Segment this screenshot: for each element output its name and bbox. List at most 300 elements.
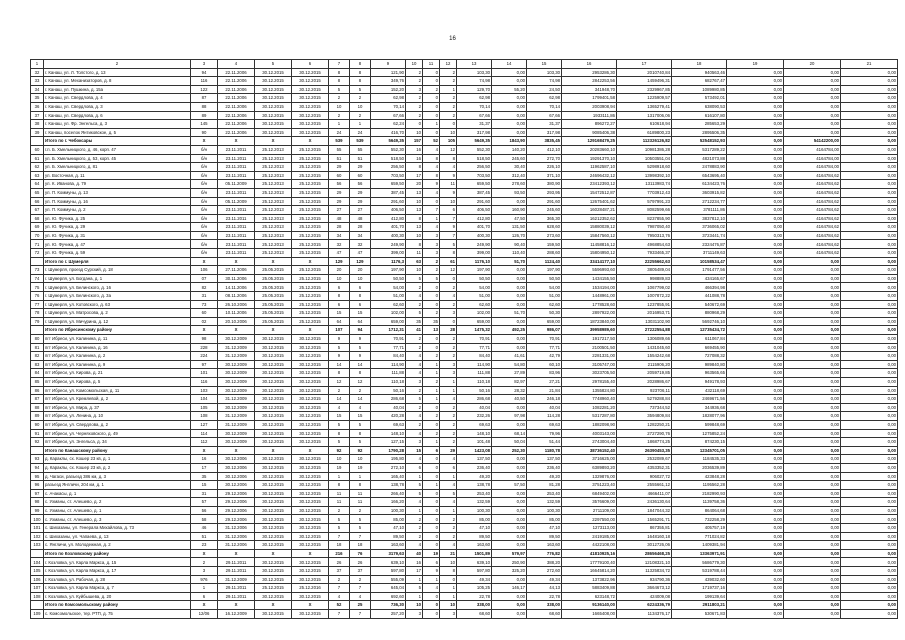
table-cell: 4 [350, 592, 371, 601]
table-cell: 2 [423, 266, 440, 275]
table-cell: 0,00 [727, 584, 784, 593]
table-cell: г. Шумерля, ул. Белинского, д. 3а [44, 292, 191, 301]
table-row [31, 567, 898, 576]
table-cell: 30.12.2015 [292, 77, 329, 86]
table-cell: 62 [31, 163, 44, 172]
table-cell: г. Шумерля, ул. Белинского, д. 16 [44, 283, 191, 292]
table-cell: 8 [423, 154, 440, 163]
table-cell: 253,40 [457, 489, 492, 498]
table-cell: 15 [406, 446, 423, 455]
table-cell: 54,00 [527, 283, 562, 292]
table-cell: 34 [350, 231, 371, 240]
table-cell: 85,00 [371, 515, 406, 524]
table-cell: 1882098,90 [562, 420, 617, 429]
table-cell: 6 [423, 446, 440, 455]
subtotal-row [31, 326, 898, 335]
table-cell: 0,00 [727, 463, 784, 472]
table-cell: 112 [191, 438, 218, 447]
table-cell: 7 [350, 532, 371, 541]
table-cell: ул. Восточная, д. 11 [44, 171, 191, 180]
table-cell: 102 [31, 532, 44, 541]
column-number-cell: 12 [440, 60, 457, 69]
table-cell: 0,00 [727, 541, 784, 550]
table-row [31, 102, 898, 111]
table-cell: 0,00 [841, 429, 898, 438]
table-cell: г. Канаш, ул. Пушкина, д. 15а [44, 85, 191, 94]
table-cell: 659,00 [527, 317, 562, 326]
table-cell: 0,00 [784, 549, 841, 558]
column-number-cell: 18 [672, 60, 727, 69]
table-cell: 28 [440, 326, 457, 335]
table-cell: 249,90 [371, 240, 406, 249]
table-cell: 9 [440, 188, 457, 197]
table-cell: г. Шумерля, ул. Мичурина, д. 12 [44, 317, 191, 326]
table-cell: 597,80 [371, 567, 406, 576]
table-cell: пгт Ибреси, ул. Кирова, д. 5 [44, 377, 191, 386]
table-cell: 30.12.2015 [255, 558, 292, 567]
table-cell: 0,00 [841, 300, 898, 309]
table-cell: 30.12.2015 [255, 335, 292, 344]
table-cell: 1778528,60 [562, 300, 617, 309]
table-cell: 122 [191, 85, 218, 94]
table-cell: 31 [191, 489, 218, 498]
table-cell: 0,00 [727, 403, 784, 412]
table-cell: г. Канаш, ул. Свердлова, д. 3 [44, 102, 191, 111]
table-cell: 1554242,68 [617, 352, 672, 361]
table-cell: 4 [423, 188, 440, 197]
table-cell: б/н [191, 231, 218, 240]
table-cell: 30.12.2015 [292, 558, 329, 567]
table-cell: 0,00 [492, 592, 527, 601]
table-cell: ул. Б. Хмельницкого, д. 81 [44, 163, 191, 172]
table-cell: 20 [329, 266, 350, 275]
table-cell: 1180,78 [527, 446, 562, 455]
table-cell: 0,00 [727, 377, 784, 386]
table-cell: 56 [191, 506, 218, 515]
table-cell: 86 [31, 386, 44, 395]
table-cell: 19 [423, 549, 440, 558]
table-cell: 116 [191, 377, 218, 386]
table-cell: 0,00 [841, 377, 898, 386]
table-cell: 51,00 [527, 292, 562, 301]
table-cell: 12 [350, 377, 371, 386]
table-cell: 60 [31, 145, 44, 154]
table-cell: 0,00 [727, 102, 784, 111]
table-cell: 79,96 [527, 429, 562, 438]
table-cell: 4422108,00 [562, 541, 617, 550]
table-cell: 67,66 [371, 111, 406, 120]
table-cell: 0,00 [727, 472, 784, 481]
table-cell: 152,20 [371, 85, 406, 94]
table-cell: 5 [350, 85, 371, 94]
table-cell: 0,00 [784, 592, 841, 601]
table-row [31, 489, 898, 498]
table-row [31, 412, 898, 421]
table-cell: 160,90 [492, 206, 527, 215]
table-cell: 963565,65 [672, 369, 727, 378]
table-cell: 10.11.2006 [218, 309, 255, 318]
table-cell: пгт Ибреси, ул. Калинина, д. 16 [44, 343, 191, 352]
table-cell: 3594809,84 [617, 412, 672, 421]
table-cell: 0,00 [727, 438, 784, 447]
table-cell: 2 [406, 524, 423, 533]
table-cell: 2 [440, 429, 457, 438]
table-cell: 0,00 [841, 94, 898, 103]
table-cell: 986,07 [527, 326, 562, 335]
table-cell: 76 [31, 292, 44, 301]
table-cell: 573492,01 [672, 94, 727, 103]
table-cell: 99 [31, 506, 44, 515]
table-cell: 30.12.2015 [292, 455, 329, 464]
table-cell: 29 [329, 188, 350, 197]
table-cell: 31 [191, 292, 218, 301]
table-cell: 2 [329, 575, 350, 584]
table-cell: 30.12.2015 [292, 592, 329, 601]
table-cell: 0,00 [841, 188, 898, 197]
table-cell: 100,30 [527, 506, 562, 515]
table-cell: 110,18 [457, 377, 492, 386]
table-cell: 0,00 [727, 386, 784, 395]
table-cell: 1355824,80 [562, 386, 617, 395]
table-cell: 0 [423, 601, 440, 610]
table-row [31, 584, 898, 593]
table-cell: 69,63 [371, 420, 406, 429]
table-row [31, 610, 898, 619]
table-cell: 91 [31, 429, 44, 438]
table-cell: 1459496,31 [617, 77, 672, 86]
table-cell: 31.12.2006 [218, 532, 255, 541]
table-cell: 30.12.2015 [255, 120, 292, 129]
table-cell: 16 [191, 455, 218, 464]
table-cell: 30.12.2015 [292, 506, 329, 515]
table-cell: 0 [440, 575, 457, 584]
table-cell: 30.12.2015 [292, 498, 329, 507]
table-cell: 639,10 [371, 558, 406, 567]
table-cell: 4164784,62 [784, 214, 841, 223]
table-cell: 30.12.2015 [292, 395, 329, 404]
table-cell: б/н [191, 171, 218, 180]
table-cell: 35 [423, 317, 440, 326]
table-cell: 6 [440, 206, 457, 215]
table-cell: 0,00 [727, 180, 784, 189]
table-cell: 77,71 [371, 343, 406, 352]
table-cell: 25.12.2015 [292, 240, 329, 249]
table-cell: 412,80 [457, 214, 492, 223]
table-cell: 0,00 [727, 128, 784, 137]
table-cell: 30.12.2015 [255, 498, 292, 507]
table-cell: 146,17 [492, 584, 527, 593]
table-cell: 19 [329, 463, 350, 472]
table-cell: с. Янгличи, ул. Молодежная, д. 2 [44, 541, 191, 550]
table-cell: 0,00 [784, 257, 841, 266]
table-cell: 102,00 [457, 309, 492, 318]
table-cell: пгт Ибреси, ул. Комсомольская, д. 11 [44, 386, 191, 395]
table-cell: 0,00 [727, 68, 784, 77]
table-cell: 50,50 [371, 274, 406, 283]
table-cell: 4 [423, 223, 440, 232]
table-cell: 293,95 [527, 188, 562, 197]
table-cell: 50,16 [371, 386, 406, 395]
table-cell: 278,60 [492, 180, 527, 189]
table-cell: 0,00 [784, 429, 841, 438]
table-cell: 2036539,89 [672, 463, 727, 472]
table-cell: 0 [423, 77, 440, 86]
table-cell: 8 [329, 68, 350, 77]
table-cell: 9136140,00 [562, 601, 617, 610]
table-cell: 30.12.2015 [292, 541, 329, 550]
table-cell: 245,60 [492, 154, 527, 163]
table-cell: 30.12.2015 [292, 94, 329, 103]
table-cell: 291,60 [371, 197, 406, 206]
table-cell: X [218, 446, 255, 455]
table-cell: 6 [406, 463, 423, 472]
table-cell: 5649,35 [457, 137, 492, 146]
table-cell: г. Козловка, ул. Карла Маркса, д. 7 [44, 584, 191, 593]
table-cell: 2978155,40 [562, 377, 617, 386]
table-cell: 2 [423, 352, 440, 361]
table-cell: 0,00 [841, 231, 898, 240]
table-cell: 70,91 [527, 335, 562, 344]
table-cell: 20 [350, 266, 371, 275]
column-number-row [31, 60, 898, 69]
table-cell: 9 [440, 171, 457, 180]
table-cell: 42,79 [527, 352, 562, 361]
table-cell: 6 [440, 463, 457, 472]
table-cell: 73 [31, 266, 44, 275]
table-cell: 0,00 [784, 515, 841, 524]
table-cell: 30.12.2015 [255, 420, 292, 429]
table-cell: 0,00 [841, 601, 898, 610]
table-cell: 3 [440, 309, 457, 318]
table-cell: 16645814,20 [562, 567, 617, 576]
table-cell: 3 [423, 231, 440, 240]
table-cell: 4 [406, 541, 423, 550]
table-cell: 1423,08 [457, 446, 492, 455]
table-cell: 0 [423, 506, 440, 515]
table-cell: 5 [423, 274, 440, 283]
table-cell: 129168479,25 [562, 137, 617, 146]
table-cell: 29.11.2011 [218, 584, 255, 593]
table-cell [31, 601, 44, 610]
table-cell: 0,00 [841, 274, 898, 283]
table-cell: 129 [329, 257, 350, 266]
table-cell: 0,00 [841, 257, 898, 266]
table-cell: 0,00 [727, 558, 784, 567]
table-row [31, 558, 898, 567]
table-cell: 2003908,94 [562, 102, 617, 111]
table-cell: 1648160,18 [617, 532, 672, 541]
table-cell: 67,66 [457, 111, 492, 120]
table-cell: 148,10 [457, 429, 492, 438]
table-cell: X [292, 257, 329, 266]
table-cell: 62,60 [527, 300, 562, 309]
table-cell: 0,00 [727, 524, 784, 533]
table-cell: 0 [423, 343, 440, 352]
table-cell: 2555661,12 [617, 481, 672, 490]
table-cell: 0,00 [841, 567, 898, 576]
table-cell: 4 [440, 455, 457, 464]
table-cell: 286,68 [457, 395, 492, 404]
table-cell: 89,50 [527, 532, 562, 541]
table-cell: 0,00 [727, 171, 784, 180]
table-cell: 0,00 [841, 532, 898, 541]
subtotal-row [31, 257, 898, 266]
table-cell: 5279288,84 [617, 395, 672, 404]
table-cell: 4968854,63 [617, 240, 672, 249]
table-cell: 6134423,76 [672, 180, 727, 189]
column-number-cell: 1 [31, 60, 44, 69]
table-cell: 5 [406, 489, 423, 498]
table-cell: 23.11.2011 [218, 214, 255, 223]
table-cell: X [191, 257, 218, 266]
table-cell: 25.12.2013 [255, 197, 292, 206]
table-cell: 25.12.2015 [292, 197, 329, 206]
table-cell: 0,00 [784, 395, 841, 404]
table-cell: 0 [423, 420, 440, 429]
table-cell: 35 [406, 317, 423, 326]
table-cell: 4 [440, 292, 457, 301]
table-cell: 6 [350, 300, 371, 309]
table-cell: 0,00 [727, 266, 784, 275]
table-row [31, 214, 898, 223]
table-cell: 25 [350, 601, 371, 610]
table-cell: 9 [350, 335, 371, 344]
table-cell: 2 [440, 515, 457, 524]
table-cell: 30.12.2009 [218, 429, 255, 438]
table-cell: 57 [191, 498, 218, 507]
table-cell: 15 [350, 412, 371, 421]
table-cell: 12/06 [191, 610, 218, 619]
table-cell: 22255662,63 [617, 257, 672, 266]
table-cell: 1799401,58 [562, 94, 617, 103]
table-cell: 0,00 [841, 584, 898, 593]
table-cell: с. Шихазаны, ул. Чапаева, д. 13 [44, 532, 191, 541]
table-cell: б/н [191, 188, 218, 197]
table-cell: 62,98 [457, 94, 492, 103]
table-cell: 30.11.2006 [218, 274, 255, 283]
table-row [31, 145, 898, 154]
table-cell: 0,00 [784, 567, 841, 576]
table-cell: 2 [440, 68, 457, 77]
table-cell: 70,14 [371, 102, 406, 111]
table-cell: 25.12.2015 [292, 274, 329, 283]
table-cell: 0,00 [841, 223, 898, 232]
table-cell: 6 [423, 558, 440, 567]
table-cell: 132,59 [527, 498, 562, 507]
table-cell: 623148,72 [562, 592, 617, 601]
table-cell: 1 [329, 120, 350, 129]
table-cell: 25.12.2015 [292, 317, 329, 326]
table-cell: 76 [350, 549, 371, 558]
table-cell: 0,00 [492, 403, 527, 412]
table-cell: 29.12.2006 [218, 489, 255, 498]
table-cell: 12735434,72 [672, 326, 727, 335]
table-cell: 11 [350, 498, 371, 507]
table-cell: 0,00 [727, 77, 784, 86]
table-cell: 5 [350, 420, 371, 429]
table-cell: 38736152,40 [562, 446, 617, 455]
table-cell: 27,89 [492, 369, 527, 378]
table-cell: 1 [423, 395, 440, 404]
table-cell: 94 [191, 68, 218, 77]
table-cell: 0 [423, 498, 440, 507]
table-cell: 30.12.2015 [255, 610, 292, 619]
table-cell: 2 [440, 412, 457, 421]
table-cell: 105 [31, 567, 44, 576]
table-cell: 106 [191, 266, 218, 275]
table-cell: 4 [406, 292, 423, 301]
table-cell: 387,45 [457, 188, 492, 197]
table-cell: 2 [406, 515, 423, 524]
table-cell: 30.12.2015 [255, 541, 292, 550]
table-cell: 30.12.2015 [255, 455, 292, 464]
table-cell: 312,40 [492, 171, 527, 180]
table-cell: 30.12.2015 [292, 412, 329, 421]
table-cell: 0,00 [492, 128, 527, 137]
table-cell: 423848,28 [672, 472, 727, 481]
table-cell: 1373822,96 [562, 575, 617, 584]
table-cell: 103 [191, 386, 218, 395]
housing-resettlement-table [30, 59, 898, 619]
table-cell: 65 [31, 188, 44, 197]
table-cell: 0,00 [841, 180, 898, 189]
table-cell: X [255, 137, 292, 146]
table-cell: 77,71 [457, 343, 492, 352]
table-cell: 0,00 [727, 231, 784, 240]
table-cell: 70,14 [527, 102, 562, 111]
table-cell: 0,00 [841, 214, 898, 223]
table-cell: 3 [191, 567, 218, 576]
table-cell: 49,20 [527, 472, 562, 481]
table-cell: 2028986,67 [617, 377, 672, 386]
table-cell: 10 [440, 128, 457, 137]
table-cell: 10 [329, 455, 350, 464]
table-cell: 25.12.2015 [255, 584, 292, 593]
table-cell: 2 [406, 102, 423, 111]
table-cell: 5 [406, 584, 423, 593]
table-cell: 98 [191, 335, 218, 344]
table-cell: 25.12.2013 [255, 188, 292, 197]
table-cell: г. Шумерля, проезд Сурский, д. 18 [44, 266, 191, 275]
table-cell: 2324476,87 [672, 240, 727, 249]
table-cell: 236,40 [457, 463, 492, 472]
column-number-cell: 21 [841, 60, 898, 69]
table-cell: ул. Ю. Фучика, д. 47 [44, 240, 191, 249]
table-cell: 3723441,74 [672, 231, 727, 240]
table-cell: 0,00 [841, 154, 898, 163]
table-cell: 25.12.2015 [292, 231, 329, 240]
table-cell: 880968,29 [672, 309, 727, 318]
table-cell: пгт Ибреси, ул. Энгельса, д. 34 [44, 438, 191, 447]
table-cell: 70,91 [457, 335, 492, 344]
table-cell: 250,90 [492, 558, 527, 567]
table-cell: 8 [350, 77, 371, 86]
table-cell: 896272,27 [562, 120, 617, 129]
table-row [31, 154, 898, 163]
table-cell: 20283660,10 [562, 145, 617, 154]
table-cell: 0 [423, 515, 440, 524]
table-cell: 0,00 [841, 240, 898, 249]
table-cell: 29.11.2011 [218, 567, 255, 576]
table-cell: 2281331,00 [562, 352, 617, 361]
table-cell: 1534194,00 [562, 283, 617, 292]
table-cell: 89 [191, 111, 218, 120]
table-cell: 82,97 [492, 377, 527, 386]
table-cell: 30.12.2015 [292, 481, 329, 490]
table-cell: 432118,69 [672, 386, 727, 395]
table-cell: 26 [350, 558, 371, 567]
table-cell: 272,60 [527, 567, 562, 576]
